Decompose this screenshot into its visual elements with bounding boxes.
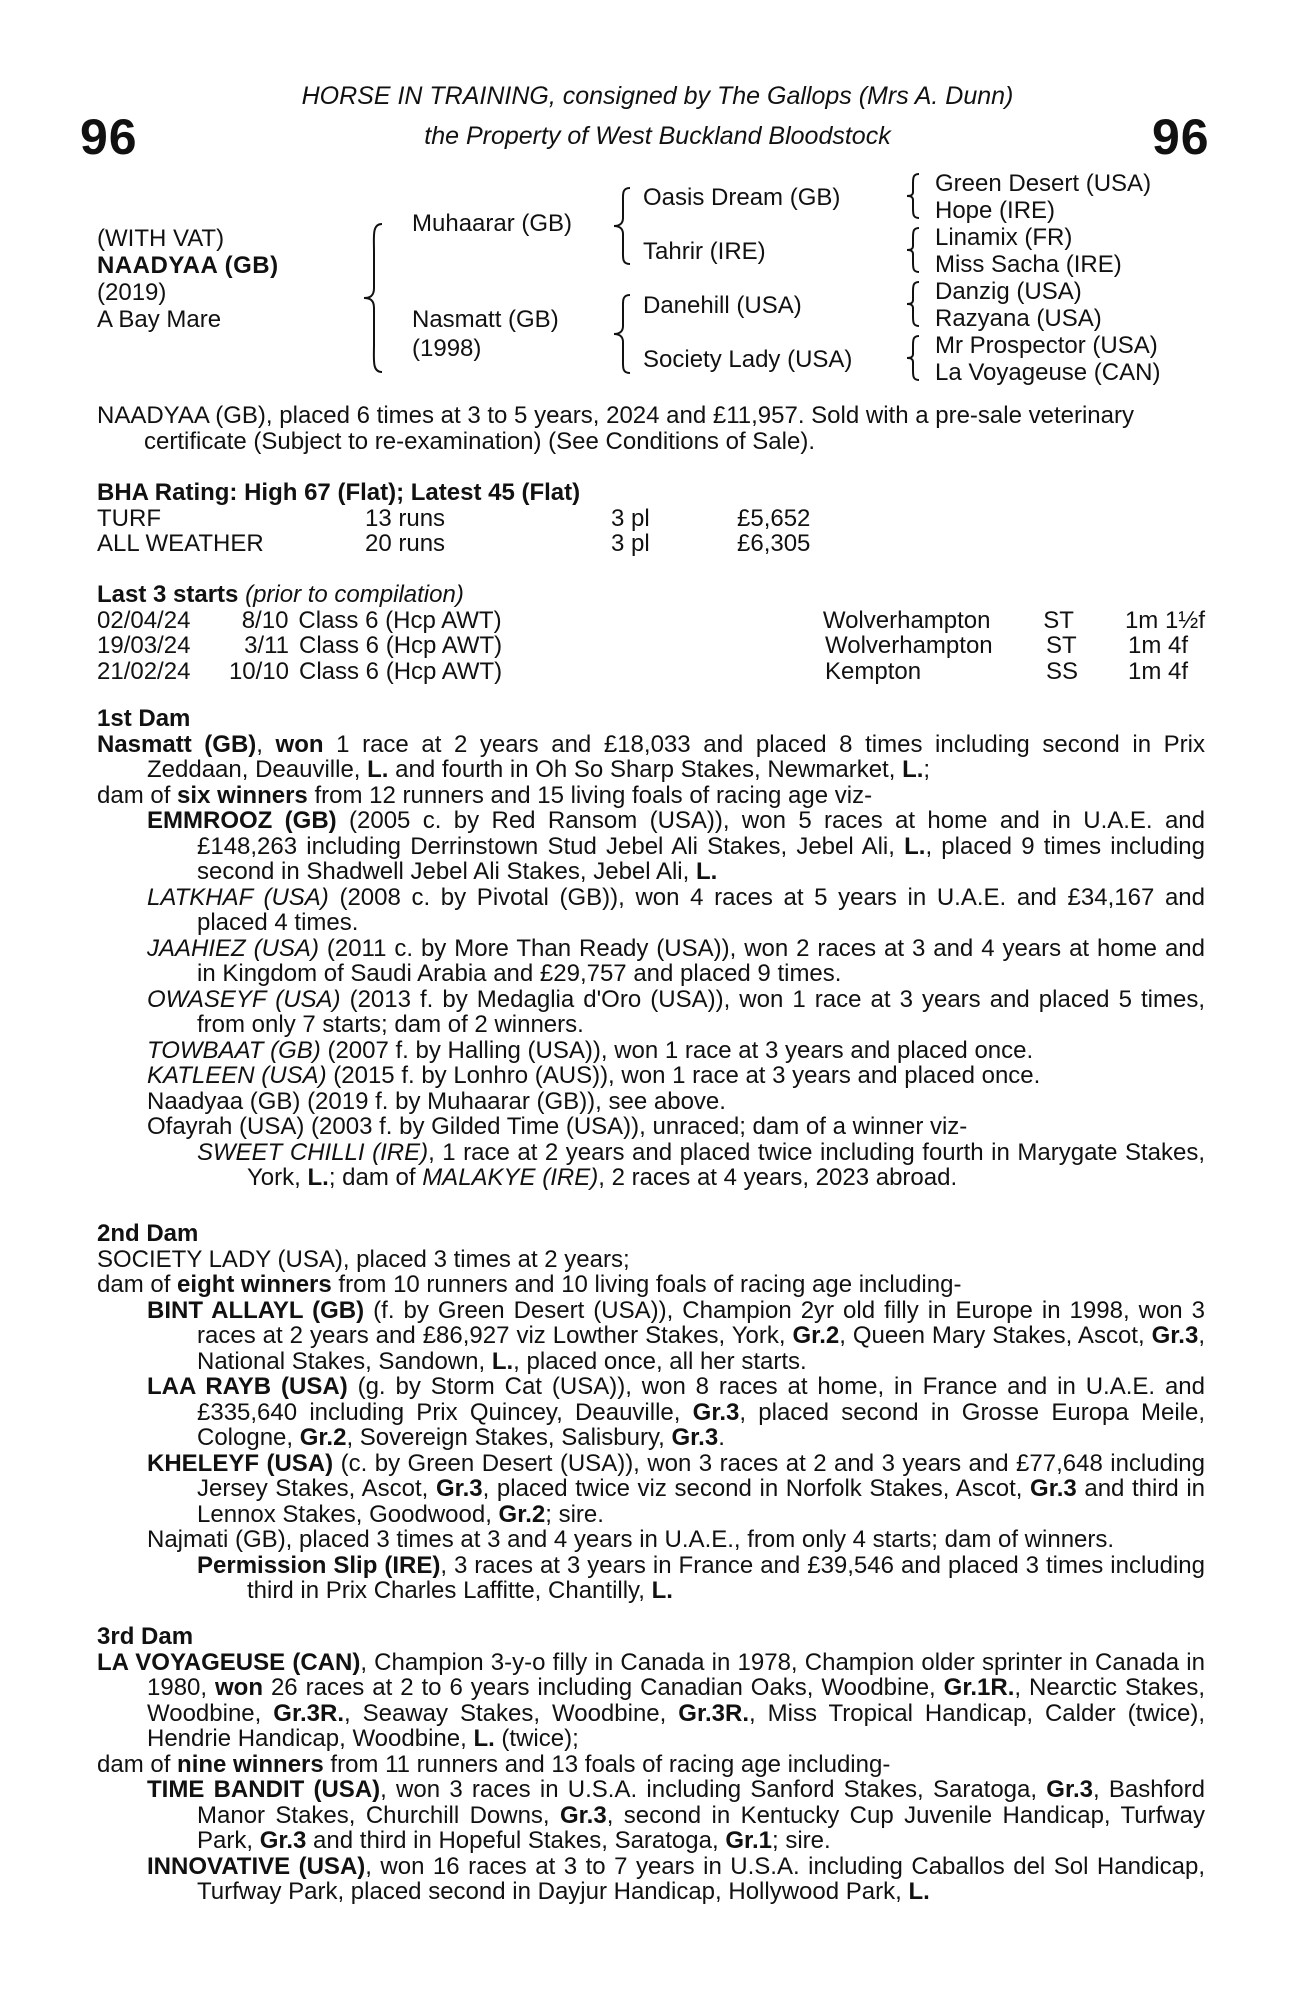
- third-dam-produce-intro: dam of nine winners from 11 runners and 13 foals of racing age including-: [97, 1750, 891, 1778]
- pedigree-dam-year: (1998): [412, 335, 482, 362]
- second-dam-section: [97, 1221, 1205, 1604]
- start-course: Wolverhampton: [825, 632, 993, 659]
- produce-katleen: KATLEEN (USA) (2015 f. by Lonhro (AUS)), won 1 race at 3 years and placed once.: [147, 1062, 1041, 1089]
- rating-heading: BHA Rating: High 67 (Flat); Latest 45 (Flat): [97, 479, 581, 506]
- pedigree-brace-main: [362, 222, 386, 374]
- pedigree-brace-sss: [905, 172, 921, 220]
- rating-surface: TURF: [97, 504, 161, 532]
- pedigree-brace-sds: [905, 226, 921, 274]
- header-consignor: HORSE IN TRAINING, consigned by The Gallops (Mrs A. Dunn): [301, 82, 1014, 110]
- start-class: Class 6 (Hcp AWT): [299, 657, 503, 685]
- third-dam-record: LA VOYAGEUSE (CAN), Champion 3-y-o filly in Canada in 1978, Champion older sprinter in Canada in 1980, won 26 races at 2 to 6 years including Canadian Oaks, Woodbine, Gr.1R., Nearctic Stakes, Woodbine, Gr.3R., Seaway Stakes, Woodbine, Gr.3R., Miss Tropical Handicap, Calder (twice), Hendrie Handicap, Woodbine, L. (twice);: [97, 1648, 1205, 1752]
- summary: [97, 403, 1205, 454]
- last-starts-section: [97, 582, 1205, 684]
- pedigree-dam: Nasmatt (GB): [412, 306, 559, 333]
- pedigree-brace-sire: [612, 186, 634, 266]
- produce-laa-rayb: LAA RAYB (USA) (g. by Storm Cat (USA)), won 8 races at home, in France and in U.A.E. and £335,640 including Prix Quincey, Deauville, Gr.3, placed second in Grosse Europa Meile, Cologne, Gr.2, Sovereign Stakes, Salisbury, Gr.3.: [147, 1373, 1206, 1451]
- start-going: SS: [1046, 657, 1079, 685]
- rating-placed: 3 pl: [611, 530, 650, 557]
- start-going: ST: [1043, 606, 1074, 634]
- start-distance: 1m 4f: [1128, 632, 1189, 659]
- pedigree-ssd: Hope (IRE): [935, 197, 1056, 224]
- produce-latkhaf: LATKHAF (USA) (2008 c. by Pivotal (GB)), won 4 races at 5 years in U.A.E. and £34,167 and placed 4 times.: [147, 883, 1205, 936]
- produce-permission-slip: Permission Slip (IRE), 3 races at 3 years in France and £39,546 and placed 3 times including third in Prix Charles Laffitte, Chantilly, L.: [197, 1551, 1206, 1604]
- start-class: Class 6 (Hcp AWT): [299, 632, 503, 659]
- pedigree-dds: Mr Prospector (USA): [935, 332, 1158, 359]
- start-date: 21/02/24: [97, 657, 191, 685]
- first-dam-name: Nasmatt (GB): [97, 730, 257, 758]
- summary-line2: certificate (Subject to re-examination) (See Conditions of Sale).: [144, 427, 815, 455]
- rating-section: [97, 480, 1205, 557]
- pedigree-sss: Green Desert (USA): [935, 170, 1152, 197]
- last-start-row: [97, 608, 1205, 634]
- listed-label: L.: [902, 756, 924, 783]
- produce-towbaat: TOWBAAT (GB) (2007 f. by Halling (USA)), won 1 race at 3 years and placed once.: [147, 1036, 1034, 1064]
- first-dam-produce-intro: dam of six winners from 12 runners and 15 living foals of racing age viz-: [97, 781, 873, 809]
- second-dam-heading: 2nd Dam: [97, 1220, 199, 1247]
- lot-number-right: 96: [1152, 109, 1210, 165]
- start-course: Kempton: [825, 657, 922, 685]
- last-starts-note: (prior to compilation): [245, 581, 464, 608]
- start-course: Wolverhampton: [822, 606, 991, 634]
- produce-emmrooz: EMMROOZ (GB) (2005 c. by Red Ransom (USA)), won 5 races at home and in U.A.E. and £148,263 including Derrinstown Stud Jebel Ali Stakes, Jebel Ali, L., placed 9 times including second in Shadwell Jebel Ali Stakes, Jebel Ali, L.: [147, 807, 1206, 885]
- pedigree-sdd: Miss Sacha (IRE): [935, 251, 1122, 278]
- pedigree-dam-dam: Society Lady (USA): [643, 346, 853, 373]
- horse-year: (2019): [97, 279, 167, 306]
- start-position: 10/10: [228, 657, 289, 685]
- horse-name: NAADYAA (GB): [97, 252, 279, 279]
- start-distance: 1m 4f: [1128, 657, 1189, 685]
- produce-jaahiez: JAAHIEZ (USA) (2011 c. by More Than Ready (USA)), won 2 races at 3 and 4 years at home and in Kingdom of Saudi Arabia and £29,757 and placed 9 times.: [147, 934, 1205, 987]
- first-dam-record: Nasmatt (GB), won 1 race at 2 years and £18,033 and placed 8 times including second in Prix Zeddaan, Deauville, L. and fourth in Oh So Sharp Stakes, Newmarket, L.;: [97, 730, 1205, 783]
- third-dam-heading: 3rd Dam: [97, 1623, 194, 1650]
- listed-label: L.: [367, 756, 389, 783]
- produce-innovative: INNOVATIVE (USA), won 16 races at 3 to 7 years in U.S.A. including Caballos del Sol Handicap, Turfway Park, placed second in Dayjur Handicap, Hollywood Park, L.: [147, 1852, 1205, 1905]
- rating-money: £5,652: [737, 504, 811, 532]
- third-dam-section: [97, 1624, 1205, 1905]
- rating-money: £6,305: [737, 530, 811, 557]
- last-starts-heading: Last 3 starts: [97, 581, 239, 608]
- produce-naadyaa: Naadyaa (GB) (2019 f. by Muhaarar (GB)), see above.: [147, 1087, 726, 1115]
- start-position: 8/10: [241, 606, 289, 634]
- pedigree-sire-dam: Tahrir (IRE): [643, 238, 766, 265]
- rating-runs: 20 runs: [365, 530, 446, 557]
- lot-number-left: 96: [80, 109, 138, 165]
- pedigree-dam-sire: Danehill (USA): [643, 292, 802, 319]
- start-date: 02/04/24: [97, 606, 191, 634]
- produce-bint-allayl: BINT ALLAYL (GB) (f. by Green Desert (USA)), Champion 2yr old filly in Europe in 1998, won 3 races at 2 years and £86,927 viz Lowther Stakes, York, Gr.2, Queen Mary Stakes, Ascot, Gr.3, National Stakes, Sandown, L., placed once, all her starts.: [147, 1296, 1206, 1375]
- summary-line1: NAADYAA (GB), placed 6 times at 3 to 5 years, 2024 and £11,957. Sold with a pre-sale veterinary: [97, 402, 1134, 429]
- rating-row-turf: [97, 506, 1205, 532]
- produce-kheleyf: KHELEYF (USA) (c. by Green Desert (USA)), won 3 races at 2 and 3 years and £77,648 including Jersey Stakes, Ascot, Gr.3, placed twice viz second in Norfolk Stakes, Ascot, Gr.3 and third in Lennox Stakes, Goodwood, Gr.2; sire.: [147, 1449, 1205, 1528]
- start-date: 19/03/24: [97, 632, 191, 659]
- pedigree-sire: Muhaarar (GB): [412, 210, 573, 237]
- header-property: the Property of West Buckland Bloodstock: [424, 122, 891, 150]
- rating-row-aw: [97, 531, 1205, 557]
- pedigree-dsd: Razyana (USA): [935, 305, 1102, 332]
- produce-ofayrah: Ofayrah (USA) (2003 f. by Gilded Time (USA)), unraced; dam of a winner viz-: [147, 1113, 968, 1140]
- start-distance: 1m 1½f: [1124, 606, 1205, 634]
- start-position: 3/11: [244, 632, 289, 659]
- first-dam-heading: 1st Dam: [97, 705, 191, 732]
- rating-runs: 13 runs: [365, 504, 446, 532]
- produce-sweet-chilli: SWEET CHILLI (IRE), 1 race at 2 years and placed twice including fourth in Marygate Stakes, York, L.; dam of MALAKYE (IRE), 2 races at 4 years, 2023 abroad.: [197, 1138, 1205, 1191]
- last-start-row: [97, 659, 1205, 685]
- produce-owaseyf: OWASEYF (USA) (2013 f. by Medaglia d'Oro (USA)), won 1 race at 3 years and placed 5 times, from only 7 starts; dam of 2 winners.: [147, 985, 1205, 1038]
- second-dam-record: SOCIETY LADY (USA), placed 3 times at 2 years;: [97, 1245, 630, 1273]
- start-going: ST: [1046, 632, 1077, 659]
- last-start-row: [97, 633, 1205, 659]
- pedigree-brace-dds: [905, 334, 921, 382]
- second-dam-produce-intro: dam of eight winners from 10 runners and 10 living foals of racing age including-: [97, 1271, 962, 1298]
- start-class: Class 6 (Hcp AWT): [298, 606, 502, 634]
- pedigree-brace-dss: [905, 280, 921, 328]
- produce-time-bandit: TIME BANDIT (USA), won 3 races in U.S.A. including Sanford Stakes, Saratoga, Gr.3, Bashford Manor Stakes, Churchill Downs, Gr.3, second in Kentucky Cup Juvenile Handicap, Turfway Park, Gr.3 and third in Hopeful Stakes, Saratoga, Gr.1; sire.: [147, 1776, 1205, 1854]
- pedigree-brace-dam: [612, 293, 634, 375]
- rating-surface: ALL WEATHER: [97, 530, 264, 557]
- pedigree-ddd: La Voyageuse (CAN): [935, 359, 1161, 386]
- rating-placed: 3 pl: [611, 504, 650, 532]
- horse-vat: (WITH VAT): [97, 225, 225, 252]
- pedigree-sire-sire: Oasis Dream (GB): [643, 184, 841, 211]
- produce-najmati: Najmati (GB), placed 3 times at 3 and 4 years in U.A.E., from only 4 starts; dam of winners.: [147, 1526, 1115, 1553]
- won-label: won: [275, 730, 324, 758]
- horse-description: A Bay Mare: [97, 306, 222, 333]
- pedigree-dss: Danzig (USA): [935, 278, 1082, 305]
- pedigree-sds: Linamix (FR): [935, 224, 1073, 251]
- first-dam-section: [97, 706, 1205, 1191]
- last-starts-heading-line: [97, 582, 1205, 608]
